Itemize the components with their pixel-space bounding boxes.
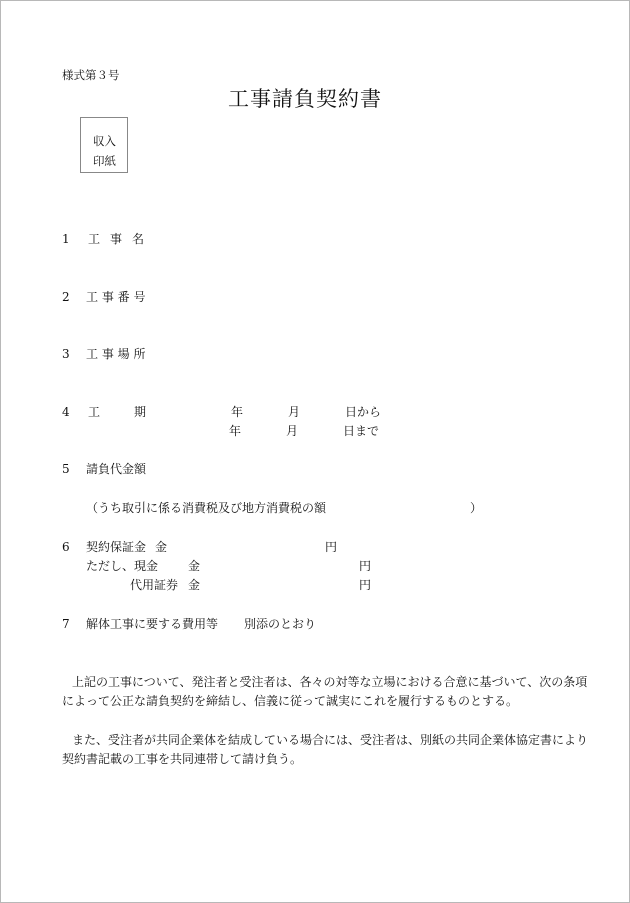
item7-label: 解体工事に要する費用等 xyxy=(86,617,219,631)
start-year-label: 年 xyxy=(231,405,244,419)
document-title: 工事請負契約書 xyxy=(228,87,382,111)
end-year-label: 年 xyxy=(229,424,242,438)
item6-label: 契約保証金 xyxy=(86,540,147,554)
stamp-label-line1: 収入 xyxy=(93,134,116,148)
item5-label: 請負代金額 xyxy=(86,462,147,476)
paragraph2-line1: また、受注者が共同企業体を結成している場合には、受注者は、別紙の共同企業体協定書により xyxy=(72,733,589,747)
item1-label-char3: 名 xyxy=(132,232,145,246)
item5-number: 5 xyxy=(62,462,70,476)
item7-value: 別添のとおり xyxy=(244,617,317,631)
item1-number: 1 xyxy=(62,232,70,246)
start-day-label: 日から xyxy=(345,405,382,419)
item4-label-char2: 期 xyxy=(134,405,147,419)
securities-kin-label: 金 xyxy=(188,578,201,592)
item1-label-char1: 工 xyxy=(88,232,101,246)
item6-number: 6 xyxy=(62,540,70,554)
stamp-label-line2: 印紙 xyxy=(93,154,116,168)
cash-kin-label: 金 xyxy=(188,559,201,573)
substitute-securities-label: 代用証券 xyxy=(130,578,179,592)
item3-number: 3 xyxy=(62,347,70,361)
item4-label-char1: 工 xyxy=(88,405,101,419)
cash-yen-label: 円 xyxy=(359,559,372,573)
item3-label: 工 事 場 所 xyxy=(86,347,146,361)
end-month-label: 月 xyxy=(286,424,299,438)
cash-label: ただし、現金 xyxy=(86,559,159,573)
start-month-label: 月 xyxy=(288,405,301,419)
paragraph1-line1: 上記の工事について、発注者と受注者は、各々の対等な立場における合意に基づいて、次の条項 xyxy=(72,675,588,689)
tax-amount-close: ） xyxy=(470,501,483,515)
deposit-yen-label: 円 xyxy=(325,540,338,554)
securities-yen-label: 円 xyxy=(359,578,372,592)
deposit-kin-label: 金 xyxy=(155,540,168,554)
form-number: 様式第３号 xyxy=(62,68,120,82)
tax-amount-label: （うち取引に係る消費税及び地方消費税の額 xyxy=(86,501,327,515)
item1-label-char2: 事 xyxy=(110,232,123,246)
item4-number: 4 xyxy=(62,405,70,419)
item7-number: 7 xyxy=(62,617,70,631)
end-day-label: 日まで xyxy=(343,424,380,438)
paragraph2-line2: 契約書記載の工事を共同連帯して請け負う。 xyxy=(62,752,303,766)
item2-number: 2 xyxy=(62,290,70,304)
paragraph1-line2: によって公正な請負契約を締結し、信義に従って誠実にこれを履行するものとする。 xyxy=(62,694,519,708)
item2-label: 工 事 番 号 xyxy=(86,290,146,304)
